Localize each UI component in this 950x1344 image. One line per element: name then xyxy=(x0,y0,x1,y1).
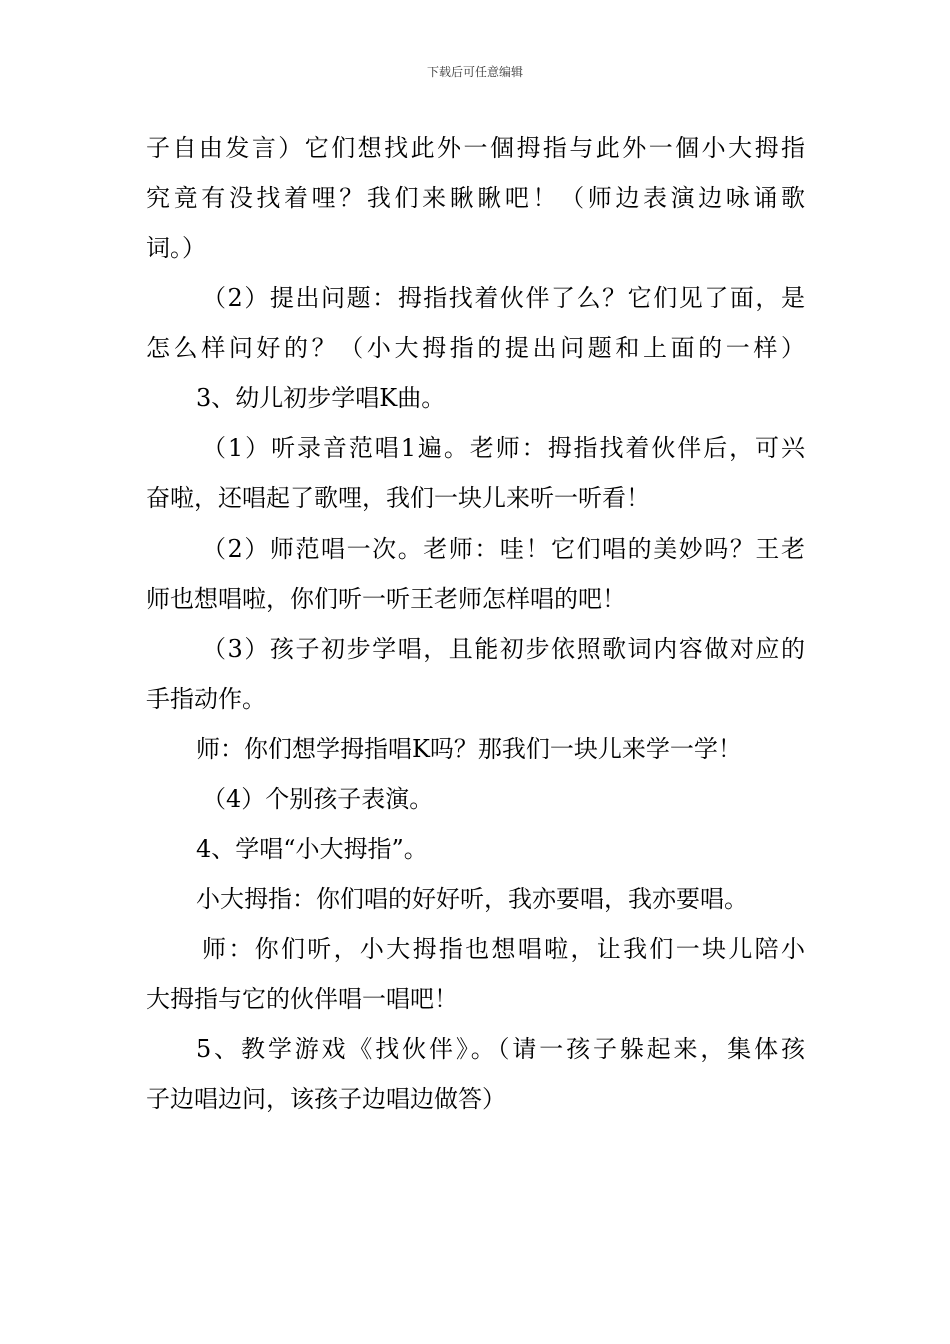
paragraph-line: （1）听录音范唱1遍。老师：拇指找着伙伴后，可兴 xyxy=(202,434,805,462)
paragraph-line: 怎么样问好的？（小大拇指的提出问题和上面的一样） xyxy=(146,334,805,362)
paragraph-line: 5、教学游戏《找伙伴》。（请一孩子躲起来，集体孩 xyxy=(196,1035,805,1063)
paragraph-line: 4、学唱“小大拇指”。 xyxy=(196,835,428,863)
paragraph-line: （2）师范唱一次。老师：哇！它们唱的美妙吗？王老 xyxy=(202,535,805,563)
paragraph-line: 子边唱边问，该孩子边唱边做答） xyxy=(146,1085,506,1113)
page-header: 下载后可任意编辑 xyxy=(426,65,523,79)
paragraph-line: 3、幼儿初步学唱K曲。 xyxy=(196,384,446,412)
paragraph-line: 师：你们听，小大拇指也想唱啦，让我们一块儿陪小 xyxy=(202,935,805,963)
paragraph-line: （3）孩子初步学唱，且能初步依照歌词内容做对应的 xyxy=(202,635,805,663)
paragraph-line: 手指动作。 xyxy=(146,685,266,713)
paragraph-line: 奋啦，还唱起了歌哩，我们一块儿来听一听看！ xyxy=(146,484,650,512)
paragraph-line: 师：你们想学拇指唱K吗？那我们一块儿来学一学！ xyxy=(196,735,742,763)
paragraph-line: 究竟有没找着哩？我们来瞅瞅吧！（师边表演边咏诵歌 xyxy=(146,184,805,212)
paragraph-line: 小大拇指：你们唱的好好听，我亦要唱，我亦要唱。 xyxy=(196,885,748,913)
paragraph-line: 大拇指与它的伙伴唱一唱吧！ xyxy=(146,985,458,1013)
paragraph-line: 子自由发言）它们想找此外一個拇指与此外一個小大拇指 xyxy=(146,134,805,162)
paragraph-line: 师也想唱啦，你们听一听王老师怎样唱的吧！ xyxy=(146,585,626,613)
paragraph-line: 词。） xyxy=(146,234,206,262)
paragraph-line: （4）个别孩子表演。 xyxy=(202,785,434,813)
paragraph-line: （2）提出问题：拇指找着伙伴了么？它们见了面，是 xyxy=(202,284,805,312)
